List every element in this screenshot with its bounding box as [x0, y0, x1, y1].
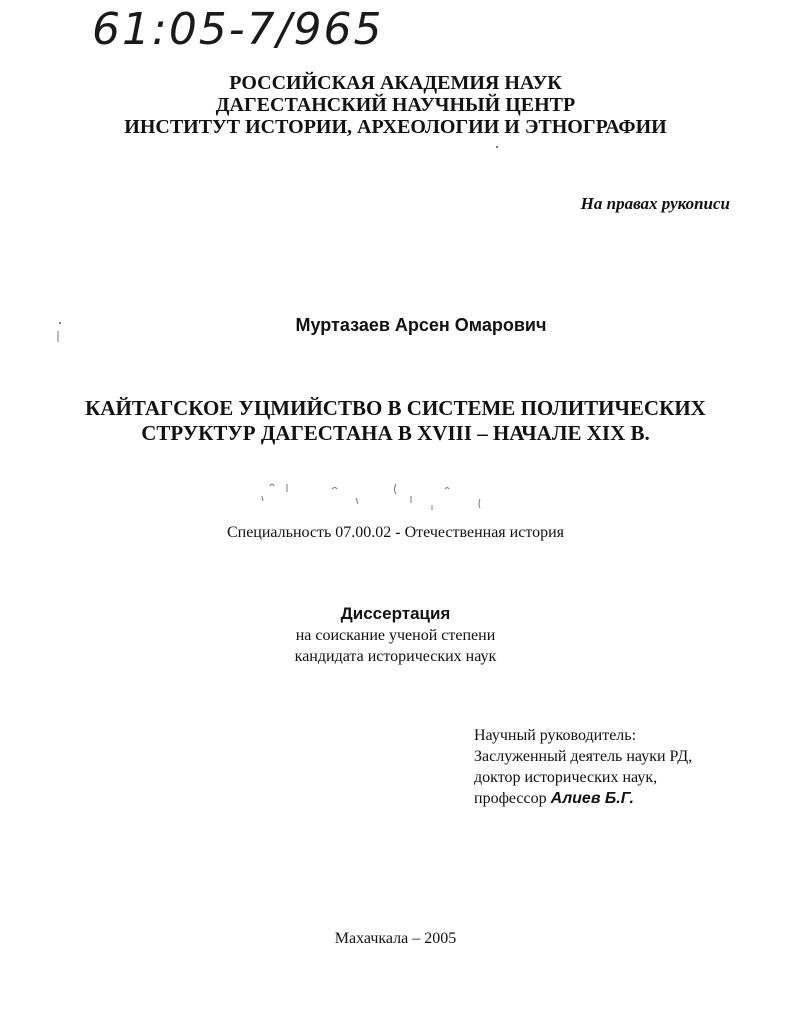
dissertation-heading: Диссертация — [340, 604, 451, 623]
dissertation-title-line-2: СТРУКТУР ДАГЕСТАНА В XVIII – НАЧАЛЕ XIX В. — [141, 421, 650, 445]
supervisor-degree: доктор исторических наук, — [474, 769, 658, 786]
rights-note: На правах рукописи — [580, 194, 730, 213]
org-line-academy: РОССИЙСКАЯ АКАДЕМИЯ НАУК — [229, 72, 562, 94]
org-line-institute: ИНСТИТУТ ИСТОРИИ, АРХЕОЛОГИИ И ЭТНОГРАФИИ — [124, 116, 667, 138]
supervisor-title: Заслуженный деятель науки РД, — [474, 748, 693, 765]
supervisor-label: Научный руководитель: — [474, 727, 637, 744]
handwritten-catalog-number — [88, 0, 448, 54]
catalog-number-svg — [88, 0, 448, 54]
supervisor-name: Алиев Б.Г. — [550, 790, 634, 807]
supervisor-block — [474, 725, 692, 809]
author-name: Муртазаев Арсен Омарович — [295, 315, 547, 335]
catalog-number-text: 61:05-7/965 — [92, 4, 384, 54]
degree-line-1: на соискание ученой степени — [295, 627, 496, 644]
supervisor-rank-line — [474, 788, 692, 809]
dissertation-title-line-1: КАЙТАГСКОЕ УЦМИЙСТВО В СИСТЕМЕ ПОЛИТИЧЕСКИХ — [85, 396, 706, 420]
place-year: Махачкала – 2005 — [334, 930, 457, 947]
supervisor-rank: профессор — [474, 790, 547, 807]
org-line-center: ДАГЕСТАНСКИЙ НАУЧНЫЙ ЦЕНТР — [215, 94, 576, 116]
degree-line-2: кандидата исторических наук — [294, 648, 497, 665]
specialty: Специальность 07.00.02 - Отечественная история — [226, 524, 565, 541]
